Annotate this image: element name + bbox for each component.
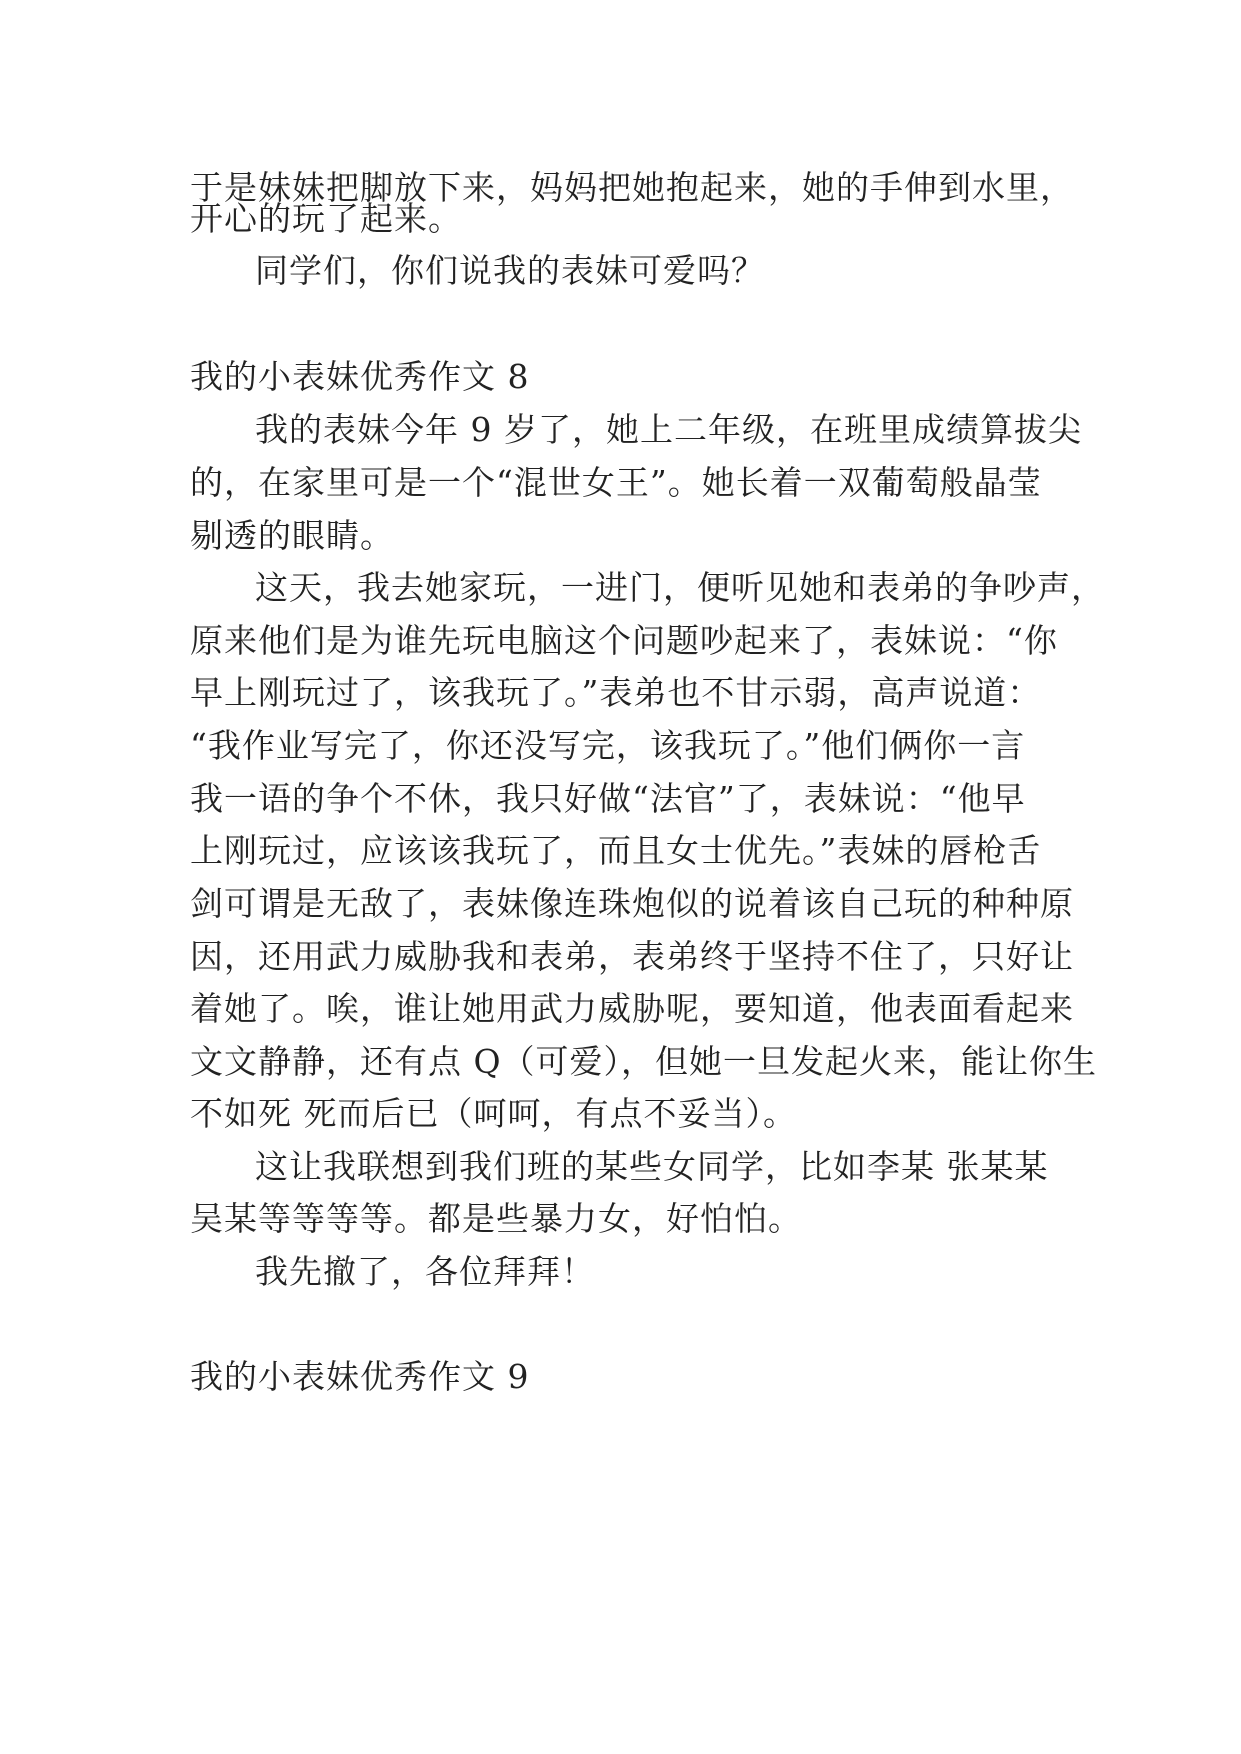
paragraph-line: 着她了。唉，谁让她用武力威胁呢，要知道，他表面看起来 xyxy=(190,989,1074,1028)
paragraph-line: 文文静静，还有点 Q（可爱），但她一旦发起火来，能让你生 xyxy=(190,1042,1098,1081)
paragraph-line: 吴某等等等等。都是些暴力女，好怕怕。 xyxy=(190,1199,802,1238)
paragraph-line: 开心的玩了起来。 xyxy=(190,199,462,238)
paragraph-line: 不如死 死而后已（呵呵，有点不妥当）。 xyxy=(190,1094,797,1133)
paragraph-line: 于是妹妹把脚放下来，妈妈把她抱起来，她的手伸到水里， xyxy=(190,168,1074,207)
essay-heading: 我的小表妹优秀作文 9 xyxy=(190,1357,530,1396)
paragraph-line: 早上刚玩过了，该我玩了。”表弟也不甘示弱，高声说道： xyxy=(190,673,1042,712)
paragraph-line: 我一语的争个不休，我只好做“法官”了，表妹说：“他早 xyxy=(190,779,1026,818)
paragraph-line: 因，还用武力威胁我和表弟，表弟终于坚持不住了，只好让 xyxy=(190,937,1074,976)
paragraph-line: 原来他们是为谁先玩电脑这个问题吵起来了，表妹说：“你 xyxy=(190,621,1058,660)
paragraph-line: 上刚玩过，应该该我玩了，而且女士优先。”表妹的唇枪舌 xyxy=(190,831,1042,870)
paragraph-line: 的，在家里可是一个“混世女王”。她长着一双葡萄般晶莹 xyxy=(190,463,1042,502)
paragraph-line: 这让我联想到我们班的某些女同学，比如李某 张某某 xyxy=(255,1147,1049,1186)
paragraph-line: “我作业写完了，你还没写完，该我玩了。”他们俩你一言 xyxy=(190,726,1026,765)
paragraph-line: 我的表妹今年 9 岁了，她上二年级，在班里成绩算拔尖 xyxy=(255,410,1082,449)
paragraph-line: 剑可谓是无敌了，表妹像连珠炮似的说着该自己玩的种种原 xyxy=(190,884,1074,923)
paragraph-line: 我先撤了，各位拜拜！ xyxy=(255,1252,595,1291)
essay-heading: 我的小表妹优秀作文 8 xyxy=(190,357,530,396)
paragraph-line: 同学们，你们说我的表妹可爱吗？ xyxy=(255,251,765,290)
paragraph-line: 这天，我去她家玩，一进门，便听见她和表弟的争吵声， xyxy=(255,568,1105,607)
paragraph-line: 剔透的眼睛。 xyxy=(190,516,394,555)
